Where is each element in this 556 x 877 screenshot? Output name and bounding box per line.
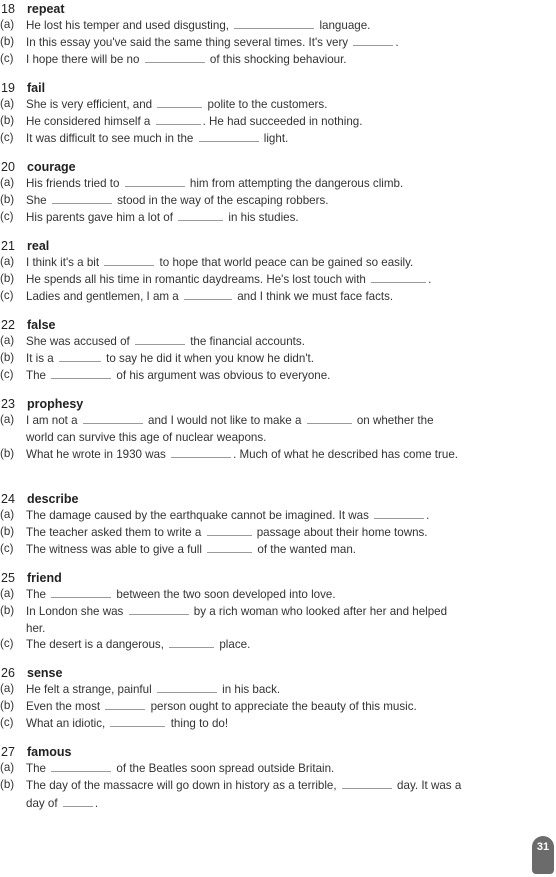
answer-blank[interactable] [184,288,232,300]
answer-blank[interactable] [129,603,189,615]
sentence-fragment: I hope there will be no [26,53,143,66]
exercise-number: 23 [1,397,15,411]
exercise-number: 26 [1,666,15,680]
answer-blank[interactable] [234,17,314,29]
item-label: (a) [0,508,15,521]
answer-blank[interactable] [145,51,205,63]
exercise-number: 20 [1,160,15,174]
answer-blank[interactable] [51,586,111,598]
answer-blank[interactable] [178,209,223,221]
sentence-fragment: What he wrote in 1930 was [26,448,170,461]
item-sentence [26,51,462,69]
sentence-fragment: It is a [26,352,57,365]
answer-blank[interactable] [169,636,214,648]
item-sentence [26,333,462,351]
exercise-heading [1,238,49,254]
answer-blank[interactable] [307,412,352,424]
item-label: (b) [0,699,15,712]
answer-blank[interactable] [207,541,252,553]
sentence-fragment: of the Beatles soon spread outside Britain. [113,762,335,775]
item-sentence [26,636,462,654]
sentence-fragment: in his back. [218,683,281,696]
sentence-fragment: Ladies and gentlemen, I am a [26,290,182,303]
sentence-fragment: She [26,194,50,207]
sentence-fragment: by a rich woman who looked after her and helped her. [26,605,448,635]
item-label: (c) [0,368,14,381]
answer-blank[interactable] [156,113,201,125]
answer-blank[interactable] [59,350,101,362]
sentence-fragment: place. [216,638,251,651]
sentence-fragment: on whether the world can survive this age of nuclear weapons. [26,414,434,444]
item-sentence [26,271,462,289]
item-sentence [26,524,462,542]
answer-blank[interactable] [51,367,111,379]
exercise-word: false [27,318,56,332]
item-sentence [26,715,462,733]
sentence-fragment: I think it's a bit [26,256,103,269]
answer-blank[interactable] [110,715,165,727]
sentence-fragment: . He had succeeded in nothing. [202,115,363,128]
item-sentence [26,130,462,148]
answer-blank[interactable] [353,34,393,46]
sentence-fragment: of the wanted man. [254,543,356,556]
item-sentence [26,777,462,812]
sentence-fragment: stood in the way of the escaping robbers. [113,194,329,207]
exercise-heading [1,744,71,760]
exercise-heading [1,159,76,175]
item-label: (c) [0,210,14,223]
sentence-fragment: to say he did it when you know he didn't. [102,352,314,365]
item-label: (b) [0,272,15,285]
item-label: (b) [0,35,15,48]
item-sentence [26,17,462,35]
item-label: (a) [0,587,15,600]
exercise-word: describe [27,492,79,506]
sentence-fragment: The desert is a dangerous, [26,638,168,651]
sentence-fragment: Even the most [26,700,104,713]
item-label: (b) [0,114,15,127]
exercise-heading [1,570,62,586]
sentence-fragment: of this shocking behaviour. [206,53,347,66]
item-sentence [26,288,462,306]
page-number: 31 [536,841,550,853]
answer-blank[interactable] [207,524,252,536]
item-sentence [26,175,462,193]
sentence-fragment: passage about their home towns. [253,526,428,539]
exercise-heading [1,396,83,412]
sentence-fragment: of his argument was obvious to everyone. [113,369,331,382]
sentence-fragment: His parents gave him a lot of [26,211,177,224]
item-sentence [26,541,462,559]
sentence-fragment: day. It was a day of [26,779,462,810]
page-number-badge [532,836,554,874]
item-label: (a) [0,255,15,268]
item-label: (c) [0,289,14,302]
exercise-word: sense [27,666,63,680]
sentence-fragment: the financial accounts. [186,335,305,348]
exercise-heading [1,1,65,17]
item-label: (a) [0,18,15,31]
sentence-fragment: In London she was [26,605,127,618]
sentence-fragment: She was accused of [26,335,133,348]
answer-blank[interactable] [371,271,426,283]
item-sentence [26,254,462,272]
sentence-fragment: . [395,36,399,49]
item-label: (a) [0,413,15,426]
sentence-fragment: thing to do! [167,717,229,730]
sentence-fragment: . Much of what he described has come true. [233,448,458,461]
item-sentence [26,412,462,446]
item-label: (b) [0,525,15,538]
exercise-word: friend [27,571,62,585]
sentence-fragment: and I think we must face facts. [233,290,394,303]
sentence-fragment: and I would not like to make a [144,414,305,427]
exercise-number: 24 [1,492,15,506]
item-label: (b) [0,778,15,791]
item-sentence [26,586,462,604]
exercise-number: 22 [1,318,15,332]
sentence-fragment: The day of the massacre will go down in history as a terrible, [26,779,340,792]
exercise-number: 19 [1,81,15,95]
answer-blank[interactable] [199,130,259,142]
item-label: (a) [0,761,15,774]
sentence-fragment: The [26,369,50,382]
answer-blank[interactable] [125,175,185,187]
item-sentence [26,603,462,637]
item-sentence [26,698,462,716]
sentence-fragment: between the two soon developed into love. [113,588,336,601]
item-label: (b) [0,447,15,460]
answer-blank[interactable] [342,777,392,789]
item-sentence [26,113,462,131]
sentence-fragment: him from attempting the dangerous climb. [186,177,404,190]
sentence-fragment: in his studies. [225,211,299,224]
item-label: (b) [0,193,15,206]
sentence-fragment: He felt a strange, painful [26,683,155,696]
answer-blank[interactable] [157,681,217,693]
exercise-heading [1,665,62,681]
sentence-fragment: He considered himself a [26,115,154,128]
item-label: (a) [0,97,15,110]
item-label: (c) [0,131,14,144]
sentence-fragment: light. [260,132,289,145]
answer-blank[interactable] [63,795,93,807]
exercise-word: real [27,239,50,253]
sentence-fragment: He spends all his time in romantic daydreams. He's lost touch with [26,273,370,286]
item-sentence [26,760,462,778]
sentence-fragment: . [426,509,430,522]
item-sentence [26,34,462,52]
exercise-number: 18 [1,2,15,16]
sentence-fragment: His friends tried to [26,177,123,190]
sentence-fragment: language. [316,19,371,32]
exercise-heading [1,491,78,507]
sentence-fragment: . [428,273,432,286]
item-sentence [26,350,462,368]
exercise-number: 21 [1,239,15,253]
answer-blank[interactable] [51,760,111,772]
exercise-word: prophesy [27,397,84,411]
exercise-word: fail [27,81,46,95]
item-label: (c) [0,637,14,650]
item-sentence [26,96,462,114]
exercise-word: famous [27,745,72,759]
sentence-fragment: to hope that world peace can be gained so easily. [156,256,414,269]
answer-blank[interactable] [83,412,143,424]
answer-blank[interactable] [374,507,424,519]
item-label: (b) [0,604,15,617]
sentence-fragment: person ought to appreciate the beauty of this music. [147,700,417,713]
item-sentence [26,446,462,464]
item-label: (c) [0,52,14,65]
item-sentence [26,367,462,385]
sentence-fragment: The damage caused by the earthquake cannot be imagined. It was [26,509,373,522]
answer-blank[interactable] [52,192,112,204]
sentence-fragment: polite to the customers. [204,98,328,111]
exercise-word: repeat [27,2,65,16]
item-sentence [26,192,462,210]
exercise-number: 27 [1,745,15,759]
answer-blank[interactable] [105,698,145,710]
sentence-fragment: He lost his temper and used disgusting, [26,19,233,32]
sentence-fragment: The [26,588,50,601]
item-sentence [26,507,462,525]
sentence-fragment: What an idiotic, [26,717,109,730]
exercise-heading [1,317,56,333]
answer-blank[interactable] [104,254,154,266]
sentence-fragment: In this essay you've said the same thing several times. It's very [26,36,352,49]
answer-blank[interactable] [135,333,185,345]
item-label: (a) [0,176,15,189]
item-sentence [26,681,462,699]
sentence-fragment: The [26,762,50,775]
exercise-heading [1,80,45,96]
item-label: (c) [0,542,14,555]
item-sentence [26,209,462,227]
item-label: (c) [0,716,14,729]
sentence-fragment: . [94,796,99,810]
sentence-fragment: The teacher asked them to write a [26,526,205,539]
sentence-fragment: She is very efficient, and [26,98,156,111]
sentence-fragment: The witness was able to give a full [26,543,206,556]
sentence-fragment: It was difficult to see much in the [26,132,197,145]
answer-blank[interactable] [171,446,231,458]
item-label: (a) [0,334,15,347]
item-label: (a) [0,682,15,695]
sentence-fragment: I am not a [26,414,81,427]
item-label: (b) [0,351,15,364]
answer-blank[interactable] [157,96,202,108]
exercise-word: courage [27,160,76,174]
exercise-number: 25 [1,571,15,585]
